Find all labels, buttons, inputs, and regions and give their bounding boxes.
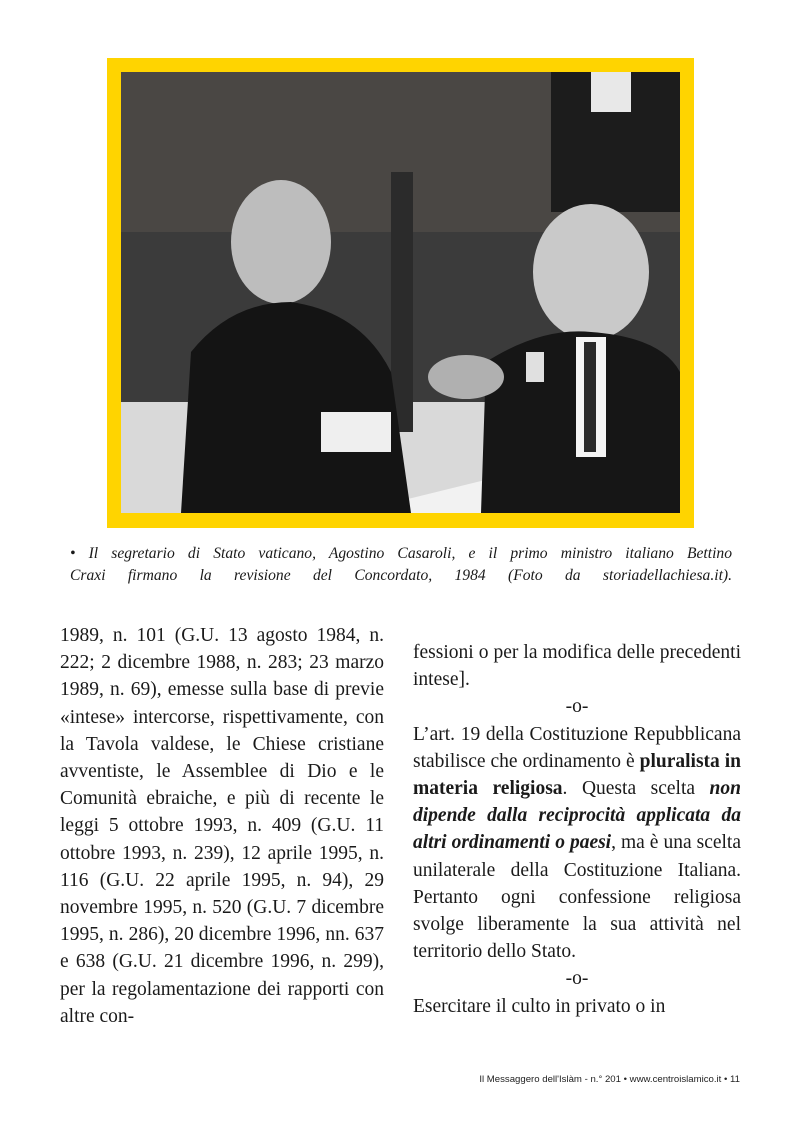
photo-illustration — [121, 72, 680, 513]
separator-1: -o- — [565, 696, 589, 718]
photo-cardinal-and-minister — [121, 72, 680, 513]
caption-line-1: • Il segretario di Stato vaticano, Agostino Casaroli, e il primo ministro italiano Bettino — [70, 545, 732, 562]
photo-frame — [107, 58, 694, 528]
para2-text-c: . Questa scelta — [562, 778, 710, 800]
page-footer: Il Messaggero dell'Islàm - n.° 201 • www.centroislamico.it • 11 — [479, 1074, 740, 1085]
right-para-1: fessioni o per la modifica delle precedenti intese]. — [413, 642, 741, 691]
para2-bold-italic: non dipende dalla reciprocità applicata da altri ordinamenti o paesi — [413, 778, 741, 854]
separator-2: -o- — [565, 968, 589, 990]
photo-caption — [70, 543, 732, 587]
right-para-3: Esercitare il culto in privato o in — [413, 995, 666, 1017]
right-para-2 — [413, 721, 741, 966]
para2-text-a: L’art. 19 della Costituzione Repubblicana stabilisce che ordinamento è — [413, 723, 741, 772]
para2-text-e: , ma è una scelta unilaterale della Costituzione Italiana. Pertanto ogni confessione religiosa svolge liberamente la sua attività nel territorio dello Stato. — [413, 832, 741, 963]
left-column — [60, 622, 384, 1030]
para2-bold: pluralista in materia religiosa — [413, 750, 741, 800]
left-column-text: 1989, n. 101 (G.U. 13 agosto 1984, n. 222; 2 dicembre 1988, n. 283; 23 marzo 1989, n. 69), emesse sulla base di previe «intese» intercorse, rispettivamente, con la Tavola valdese, le Chiese cristiane avventiste, le Assemblee di Dio e le Comunità ebraiche, e più di recente le leggi 5 ottobre 1993, n. 409 (G.U. 11 ottobre 1993, n. 239), 12 aprile 1995, n. 116 (G.U. 22 aprile 1995, n. 94), 29 novembre 1995, n. 520 (G.U. 7 dicembre 1995, n. 286), 20 dicembre 1996, nn. 637 e 638 (G.U. 21 dicembre 1996, n. 299), per la regolamentazione dei rapporti con altre con- — [60, 625, 384, 1027]
caption-line-2: Craxi firmano la revisione del Concordato, 1984 (Foto da storiadellachiesa.it). — [70, 567, 732, 584]
right-column — [413, 639, 741, 1020]
